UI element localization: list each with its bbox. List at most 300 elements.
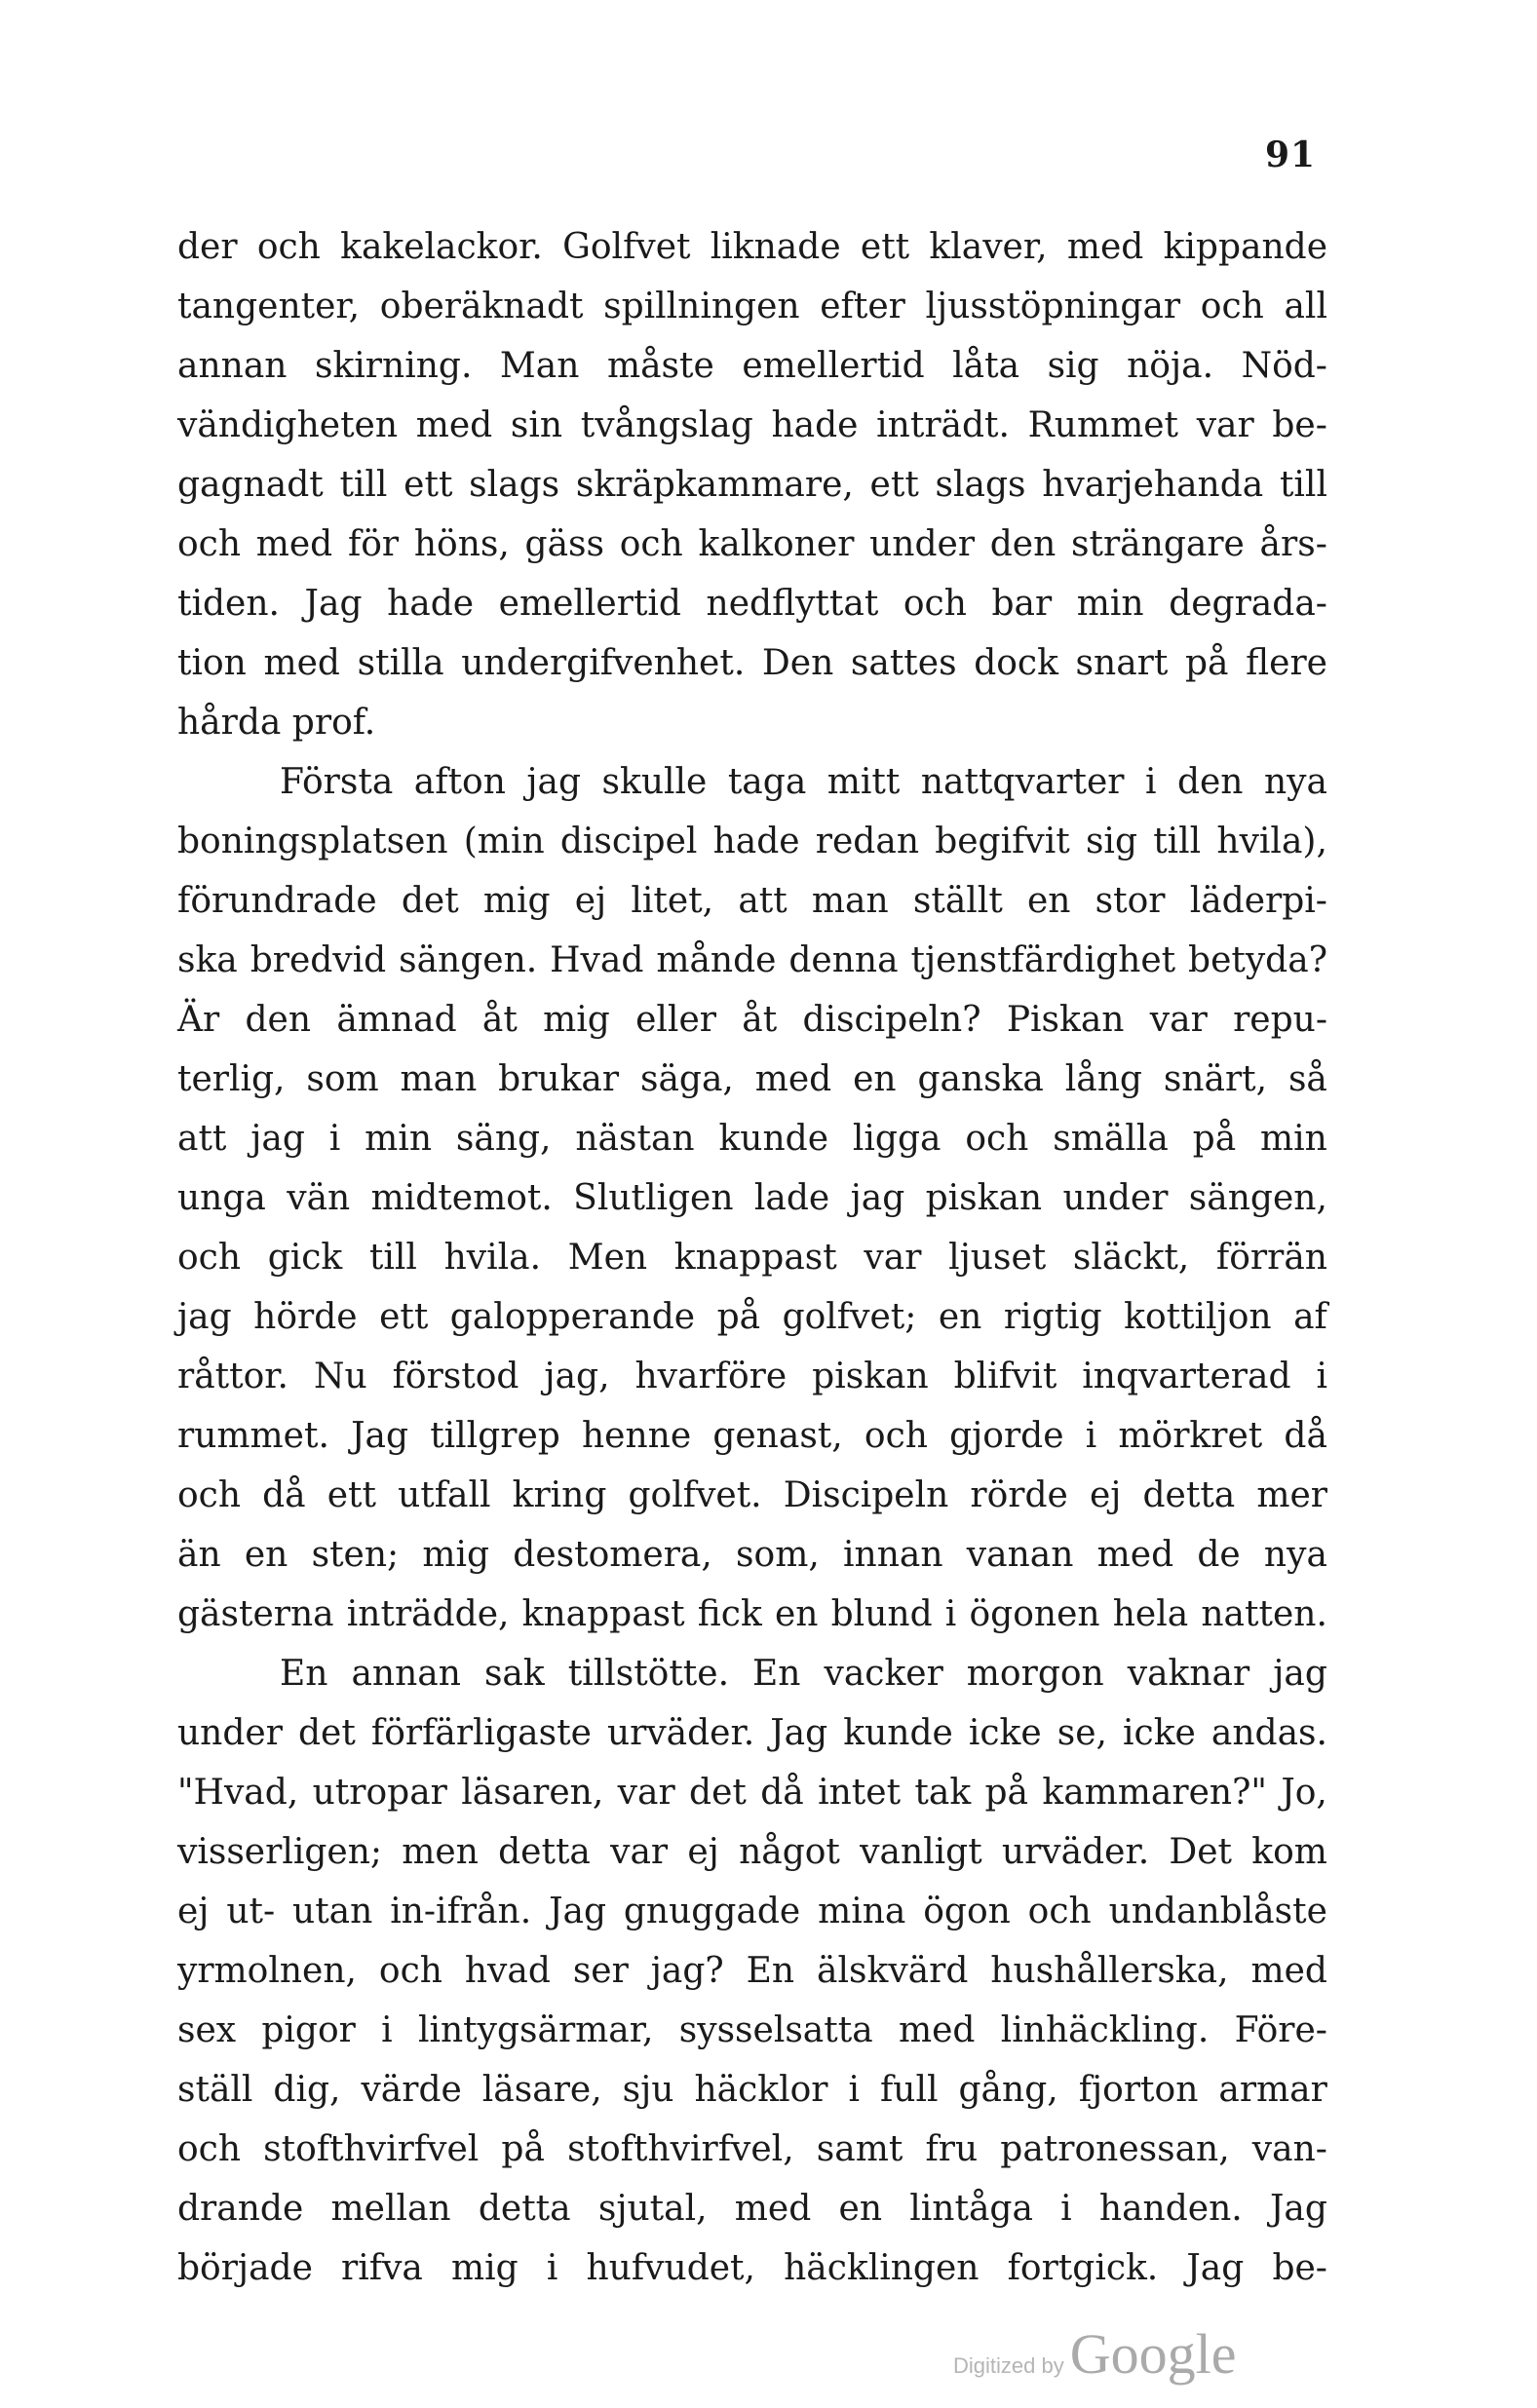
word: råttor. <box>177 1357 288 1396</box>
text-line <box>177 2238 1327 2298</box>
word: och <box>177 2129 242 2169</box>
word: kakelackor. <box>340 227 543 267</box>
word: att <box>738 881 788 921</box>
word: vanligt <box>860 1832 982 1872</box>
word: unga <box>177 1178 266 1218</box>
word: man <box>400 1059 478 1099</box>
word: häcklingen <box>784 2248 980 2288</box>
word: för <box>347 524 400 564</box>
word: kom <box>1251 1832 1327 1872</box>
word: med <box>754 1059 832 1099</box>
word: inträdt. <box>876 405 1010 445</box>
word: och <box>177 1238 242 1278</box>
word: lade <box>753 1178 830 1218</box>
text-line <box>177 1050 1327 1109</box>
word: det <box>298 1713 356 1753</box>
text-line <box>177 1941 1327 2001</box>
word: ej <box>687 1832 719 1872</box>
digitized-footer <box>953 2321 1236 2387</box>
word: tangenter, <box>177 287 361 326</box>
word: mig <box>451 2248 519 2288</box>
word: bredvid <box>250 940 387 980</box>
word: Jag <box>770 1713 828 1753</box>
word: betyda? <box>1188 940 1327 980</box>
word: full <box>879 2070 939 2110</box>
word: armar <box>1218 2070 1327 2110</box>
word: förfärligaste <box>370 1713 592 1753</box>
word: och <box>1200 287 1264 326</box>
word: jag <box>1273 1654 1327 1694</box>
word: ögonen <box>969 1594 1100 1634</box>
word: nya <box>1263 762 1327 802</box>
word: med <box>1096 1535 1174 1575</box>
word: begifvit <box>935 822 1070 861</box>
text-line <box>177 277 1327 336</box>
word: efter <box>820 287 905 326</box>
word: vacker <box>824 1654 943 1694</box>
word: Slutligen <box>573 1178 734 1218</box>
word: läderpi- <box>1189 881 1327 921</box>
word: jag <box>177 1297 232 1337</box>
word: all <box>1284 287 1327 326</box>
word: Hvad <box>550 940 644 980</box>
word: sig <box>1047 346 1099 386</box>
word: hvila), <box>1216 822 1327 861</box>
word: Golfvet <box>562 227 691 267</box>
word: sängen, <box>1188 1178 1327 1218</box>
word: inträdde, <box>346 1594 510 1634</box>
word: och <box>378 1951 442 1991</box>
word: terlig, <box>177 1059 286 1099</box>
word: rörde <box>970 1475 1068 1515</box>
word: måste <box>606 346 714 386</box>
word: en <box>838 2189 883 2229</box>
word: då <box>760 1773 804 1813</box>
word: ställt <box>912 881 1003 921</box>
word: månde <box>656 940 777 980</box>
word: hade <box>771 405 859 445</box>
word: yrmolnen, <box>177 1951 357 1991</box>
word: i <box>944 1594 957 1634</box>
word: ut- <box>226 1892 276 1931</box>
word: innan <box>843 1535 943 1575</box>
word: hvila. <box>443 1238 542 1278</box>
word: förrän <box>1215 1238 1327 1278</box>
word: lång <box>1064 1059 1142 1099</box>
word: litet, <box>631 881 714 921</box>
word: sex <box>177 2010 237 2050</box>
word: mig <box>422 1535 490 1575</box>
word: tvångslag <box>580 405 753 445</box>
word: hade <box>387 584 475 624</box>
word: ej <box>177 1892 210 1931</box>
word: slags <box>935 465 1026 505</box>
text-line <box>177 2179 1327 2238</box>
word: släckt, <box>1072 1238 1190 1278</box>
word: och <box>1027 1892 1092 1931</box>
word: sju <box>622 2070 674 2110</box>
word: det <box>401 881 459 921</box>
word: och <box>619 524 683 564</box>
word: än <box>177 1535 221 1575</box>
word: mig <box>482 881 551 921</box>
word: discipeln? <box>802 1000 981 1040</box>
word: liknade <box>710 227 841 267</box>
word: med <box>734 2189 812 2229</box>
word: ögon <box>923 1892 1011 1931</box>
word: jag? <box>650 1951 724 1991</box>
word: repu- <box>1233 1000 1327 1040</box>
word: kammaren?" <box>1042 1773 1267 1813</box>
word: med <box>1066 227 1144 267</box>
word: under <box>1062 1178 1169 1218</box>
word: så <box>1287 1059 1327 1099</box>
word: vanan <box>966 1535 1074 1575</box>
text-line <box>177 871 1327 931</box>
word: gagnadt <box>177 465 324 505</box>
word: under <box>869 524 976 564</box>
word: fru <box>925 2129 979 2169</box>
word: hvarjehanda <box>1042 465 1264 505</box>
word: mig <box>543 1000 610 1040</box>
word: genast, <box>712 1416 843 1456</box>
word: läsaren, <box>461 1773 604 1813</box>
text-line <box>177 1109 1327 1168</box>
word: Jag <box>351 1416 409 1456</box>
word: Nu <box>313 1357 367 1396</box>
word: nöja. <box>1127 346 1214 386</box>
word: sak <box>483 1654 545 1694</box>
word: men <box>402 1832 479 1872</box>
word: annan <box>177 346 288 386</box>
word: under <box>177 1713 283 1753</box>
word: inqvarterad <box>1082 1357 1291 1396</box>
word: utropar <box>312 1773 447 1813</box>
word: "Hvad, <box>177 1773 299 1813</box>
word: tak <box>914 1773 972 1813</box>
word: Jag <box>1269 2189 1327 2229</box>
word: Discipeln <box>783 1475 949 1515</box>
word: Piskan <box>1006 1000 1125 1040</box>
word: läsare, <box>481 2070 602 2110</box>
word: urväder. <box>606 1713 755 1753</box>
digitized-by-label: Digitized by <box>953 2353 1064 2378</box>
word: Men <box>567 1238 648 1278</box>
word: förundrade <box>177 881 377 921</box>
word: Före- <box>1234 2010 1327 2050</box>
word: bar <box>991 584 1053 624</box>
word: i <box>1144 762 1157 802</box>
word: var <box>617 1773 675 1813</box>
word: nya <box>1263 1535 1327 1575</box>
word: Är <box>177 1000 220 1040</box>
word: vaknar <box>1127 1654 1250 1694</box>
word: sin <box>510 405 563 445</box>
word: detta <box>478 2189 571 2229</box>
word: Rummet <box>1027 405 1178 445</box>
word: en <box>1026 881 1071 921</box>
word: denna <box>788 940 899 980</box>
word: tiden. <box>177 584 280 624</box>
word: kalkoner <box>698 524 855 564</box>
word: års- <box>1259 524 1327 564</box>
word: En <box>280 1654 328 1694</box>
word: van- <box>1251 2129 1327 2169</box>
word: var <box>1196 405 1254 445</box>
text-line <box>177 1585 1327 1644</box>
word: stofthvirfvel, <box>567 2129 794 2169</box>
text-line <box>177 2001 1327 2060</box>
word: de <box>1197 1535 1241 1575</box>
word: nedflyttat <box>706 584 879 624</box>
word: Det <box>1169 1832 1233 1872</box>
word: min <box>365 1119 433 1159</box>
word: fortgick. <box>1007 2248 1159 2288</box>
word: i <box>1085 1416 1097 1456</box>
word: gnuggade <box>623 1892 801 1931</box>
word: då <box>1284 1416 1327 1456</box>
word: stor <box>1095 881 1166 921</box>
word: pigor <box>261 2010 356 2050</box>
word: knappast <box>521 1594 685 1634</box>
word: oberäknadt <box>379 287 584 326</box>
word: fjorton <box>1078 2070 1199 2110</box>
word: in-ifrån. <box>390 1892 532 1931</box>
word: sig <box>1085 822 1137 861</box>
word: vän <box>287 1178 351 1218</box>
word: ljuset <box>948 1238 1047 1278</box>
word: brukar <box>498 1059 620 1099</box>
word: Jag <box>549 1892 607 1931</box>
word: icke <box>1123 1713 1196 1753</box>
word: En <box>746 1951 795 1991</box>
text-line <box>177 1644 1327 1703</box>
word: lintåga <box>909 2189 1033 2229</box>
text-line <box>177 396 1327 455</box>
word: lintygsärmar, <box>417 2010 654 2050</box>
word: ett <box>403 465 453 505</box>
word: kippande <box>1163 227 1327 267</box>
word: och <box>903 584 967 624</box>
text-line <box>177 455 1327 515</box>
word: jag <box>850 1178 905 1218</box>
word: mina <box>818 1892 906 1931</box>
text-line <box>177 1763 1327 1822</box>
word: som <box>306 1059 379 1099</box>
word: handen. <box>1098 2189 1243 2229</box>
word: utfall <box>398 1475 491 1515</box>
word: piskan <box>812 1357 929 1396</box>
word: mitt <box>826 762 901 802</box>
word: värde <box>361 2070 462 2110</box>
word: intet <box>818 1773 902 1813</box>
word: älskvärd <box>817 1951 969 1991</box>
word: på <box>1192 1119 1237 1159</box>
word: Första <box>280 762 394 802</box>
word: tillgrep <box>430 1416 560 1456</box>
text-line <box>177 1466 1327 1525</box>
word: golfvet. <box>628 1475 762 1515</box>
word: nästan <box>575 1119 695 1159</box>
word: emellertid <box>742 346 925 386</box>
word: snärt, <box>1163 1059 1268 1099</box>
word: en <box>938 1297 982 1337</box>
word: den <box>245 1000 312 1040</box>
word: af <box>1293 1297 1327 1337</box>
text-line <box>177 515 1327 574</box>
word: discipel <box>559 822 698 861</box>
word: midtemot. <box>370 1178 553 1218</box>
word: höns, <box>413 524 510 564</box>
word: började <box>177 2248 313 2288</box>
word: snart <box>1075 643 1169 683</box>
word: kunde <box>843 1713 953 1753</box>
word: och <box>965 1119 1029 1159</box>
word: i <box>381 2010 393 2050</box>
word: der <box>177 227 238 267</box>
word: se, <box>1057 1713 1107 1753</box>
word: min <box>1076 584 1144 624</box>
word: till <box>1153 822 1202 861</box>
word: dig, <box>273 2070 341 2110</box>
word: den <box>1176 762 1244 802</box>
word: icke <box>968 1713 1042 1753</box>
word: sängen. <box>399 940 538 980</box>
word: natten. <box>1201 1594 1327 1634</box>
word: rummet. <box>177 1416 329 1456</box>
word: ej <box>1089 1475 1122 1515</box>
word: gick <box>267 1238 343 1278</box>
word: ej <box>574 881 607 921</box>
word: urväder. <box>1001 1832 1150 1872</box>
word: kottiljon <box>1124 1297 1272 1337</box>
word: tillstötte. <box>567 1654 730 1694</box>
word: stilla <box>357 643 444 683</box>
word: med <box>898 2010 976 2050</box>
word: på <box>984 1773 1029 1813</box>
word: i <box>1316 1357 1327 1396</box>
word: fick <box>697 1594 762 1634</box>
word: sattes <box>850 643 957 683</box>
word: undanblåste <box>1108 1892 1327 1931</box>
word: gästerna <box>177 1594 334 1634</box>
word: undergifvenhet. <box>461 643 746 683</box>
word: en <box>774 1594 819 1634</box>
word: i <box>1060 2189 1072 2229</box>
word: eller <box>635 1000 716 1040</box>
word: hela <box>1112 1594 1189 1634</box>
word: en <box>853 1059 897 1099</box>
word: det <box>689 1773 747 1813</box>
word: morgon <box>966 1654 1104 1694</box>
word: utan <box>292 1892 373 1931</box>
text-line <box>177 931 1327 990</box>
word: linhäckling. <box>1000 2010 1210 2050</box>
word: ser <box>572 1951 629 1991</box>
text-line <box>177 1228 1327 1287</box>
word: stofthvirfvel <box>263 2129 480 2169</box>
word: med <box>415 405 493 445</box>
word: till <box>339 465 388 505</box>
word: slags <box>469 465 560 505</box>
word: åt <box>481 1000 518 1040</box>
word: jag <box>526 762 582 802</box>
word: flere <box>1246 643 1327 683</box>
word: att <box>177 1119 227 1159</box>
word: i <box>328 1119 341 1159</box>
text-line <box>177 1406 1327 1466</box>
text-line <box>177 574 1327 633</box>
word: var <box>864 1238 922 1278</box>
word: som, <box>736 1535 820 1575</box>
word: mer <box>1256 1475 1327 1515</box>
text-line <box>177 1703 1327 1763</box>
word: den <box>989 524 1057 564</box>
word: En <box>752 1654 801 1694</box>
word: rifva <box>341 2248 423 2288</box>
word: degrada- <box>1169 584 1327 624</box>
word: destomera, <box>513 1535 712 1575</box>
word: Man <box>499 346 580 386</box>
word: låta <box>952 346 1020 386</box>
word: skräpkammare, <box>575 465 854 505</box>
word: ett <box>869 465 919 505</box>
word: och <box>177 1475 242 1515</box>
word: jag, <box>544 1357 610 1396</box>
word: hvarföre <box>634 1357 788 1396</box>
text-line <box>177 2060 1327 2120</box>
word: hufvudet, <box>586 2248 755 2288</box>
word: ämnad <box>336 1000 457 1040</box>
word: Den <box>761 643 834 683</box>
word: detta <box>498 1832 591 1872</box>
word: en <box>244 1535 288 1575</box>
word: dock <box>974 643 1058 683</box>
word: annan <box>351 1654 461 1694</box>
word: gäss <box>524 524 604 564</box>
google-logo: Google <box>1069 2322 1237 2386</box>
word: med <box>263 643 340 683</box>
word: sjutal, <box>597 2189 708 2229</box>
word: ett <box>860 227 910 267</box>
word: samt <box>816 2129 903 2169</box>
word: piskan <box>925 1178 1043 1218</box>
text-line <box>177 2120 1327 2179</box>
text-line <box>177 752 1327 812</box>
word: sten; <box>311 1535 400 1575</box>
word: häcklor <box>694 2070 828 2110</box>
word: afton <box>413 762 506 802</box>
text-line <box>177 1168 1327 1228</box>
text-line <box>177 1287 1327 1347</box>
text-line <box>177 812 1327 871</box>
word: ska <box>177 940 238 980</box>
word: min <box>1260 1119 1327 1159</box>
word: be- <box>1272 2248 1327 2288</box>
text-line <box>177 1882 1327 1941</box>
word: emellertid <box>498 584 681 624</box>
word: gång, <box>958 2070 1058 2110</box>
word: nattqvarter <box>920 762 1125 802</box>
word: hörde <box>253 1297 358 1337</box>
word: strängare <box>1071 524 1245 564</box>
word: blund <box>830 1594 933 1634</box>
word: mellan <box>330 2189 451 2229</box>
word: blifvit <box>953 1357 1057 1396</box>
word: Jag <box>1186 2248 1245 2288</box>
word: och <box>864 1416 928 1456</box>
word: Jo, <box>1281 1773 1327 1813</box>
